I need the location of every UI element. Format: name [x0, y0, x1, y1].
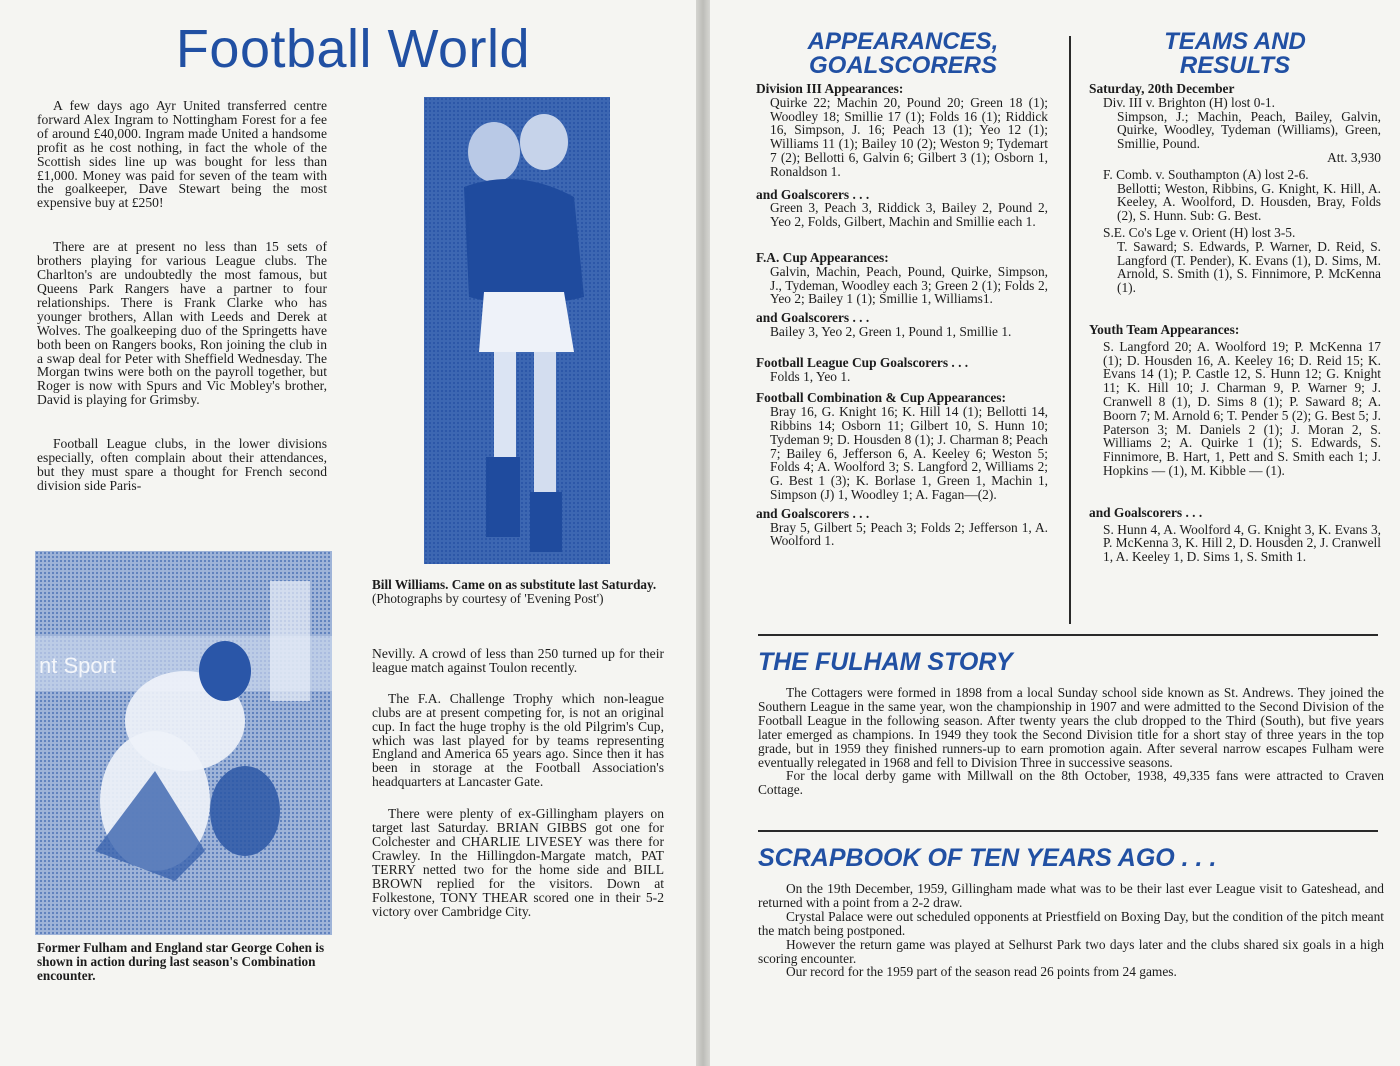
fulham-story-text [758, 686, 1384, 797]
fulham-heading: THE FULHAM STORY [758, 648, 1013, 676]
match-line: Div. III v. Brighton (H) lost 0-1. [1103, 94, 1275, 110]
youth-goals-title: and Goalscorers . . . [1089, 504, 1203, 520]
scrapbook-heading: SCRAPBOOK OF TEN YEARS AGO . . . [758, 844, 1217, 872]
heading-line: APPEARANCES, [807, 28, 999, 55]
match-date: Saturday, 20th December [1089, 81, 1235, 96]
photo-caption-williams [372, 578, 664, 606]
paragraph: On the 19th December, 1959, Gillingham made what was to be their last ever League visit to Gateshead, and returned with a point from a 2-2 draw. [758, 881, 1384, 910]
left-page [0, 0, 696, 1066]
block-text: Quirke 22; Machin 20, Pound 20; Green 18 (1); Woodley 18; Smillie 17 (1); Folds 16 (1); Riddick 16, Simpson, J. 16; Peach 13 (1); Yeo 12 (1); Williams 11 (1); Bailey 10 (2); Weston 9; Tydemart 7 (2); Bellotti 6, Galvin 6; Gilbert 3 (1); Osborn 1, Ronaldson 1. [770, 94, 1048, 179]
block-title: Division III Appearances: [756, 81, 904, 96]
photo-bill-williams [424, 97, 610, 564]
match-lineup: T. Saward; S. Edwards, P. Warner, D. Reid, S. Langford (T. Pender), K. Evans (1), D. Sims, M. Arnold, S. Smith (1), S. Finnimore, P. McKenna (1). [1117, 238, 1381, 296]
page-title: Football World [175, 19, 531, 79]
caption-text: Former Fulham and England star George Cohen is shown in action during last season's Combination encounter. [37, 940, 325, 983]
scrapbook-text [758, 882, 1384, 979]
heading-line: GOALSCORERS [808, 52, 997, 79]
paragraph: Football League clubs, in the lower divisions especially, often complain about their attendances, but they must spare a thought for French second division side Paris- [37, 436, 327, 493]
photo-george-cohen [35, 551, 332, 935]
caption-credit: (Photographs by courtesy of 'Evening Post') [372, 591, 604, 606]
paragraph: For the local derby game with Millwall on the 8th October, 1938, 49,335 fans were attracted to Craven Cottage. [758, 768, 1384, 798]
block-title: and Goalscorers . . . [756, 310, 870, 326]
paragraph: The F.A. Challenge Trophy which non-league clubs are at present competing for, is not an original cup. In fact the huge trophy is the old Pilgrim's Cup, which was last played for by teams representing England and America 65 years ago. Since then it has been in storage at the Football Association's headquarters at Lancaster Gate. [372, 690, 664, 790]
block-text: Galvin, Machin, Peach, Pound, Quirke, Simpson, J., Tydeman, Woodley each 3; Green 2 (1); Folds 2, Yeo 2; Bailey 1 (1); Smillie 1, Williams1. [770, 263, 1048, 307]
block-text: Bailey 3, Yeo 2, Green 1, Pound 1, Smillie 1. [770, 323, 1012, 339]
block-text: Folds 1, Yeo 1. [770, 368, 851, 384]
paragraph: However the return game was played at Selhurst Park two days later and the clubs shared six goals in a high scoring encounter. [758, 936, 1384, 966]
block-title: and Goalscorers . . . [756, 505, 870, 521]
block-text: Bray 5, Gilbert 5; Peach 3; Folds 2; Jefferson 1, A. Woolford 1. [770, 519, 1048, 549]
photo-sign-text: nt Sport [39, 653, 117, 678]
column-divider [1069, 36, 1071, 624]
heading-line: RESULTS [1179, 52, 1291, 79]
right-column-text [372, 647, 664, 933]
paragraph: Our record for the 1959 part of the season read 26 points from 24 games. [786, 964, 1177, 980]
match-line: S.E. Co's Lge v. Orient (H) lost 3-5. [1103, 224, 1296, 240]
left-column-text [37, 99, 327, 508]
block-title: F.A. Cup Appearances: [756, 249, 889, 265]
youth-goals-text: S. Hunn 4, A. Woolford 4, G. Knight 3, K. Evans 3, P. McKenna 3, K. Hill 2, D. Housden 2, J. Cranwell 1, A. Keeley 1, D. Sims 1, S. Smith 1. [1103, 521, 1381, 565]
paragraph: Crystal Palace were out scheduled opponents at Priestfield on Boxing Day, but the condition of the pitch meant the match being postponed. [758, 908, 1384, 938]
paragraph: Nevilly. A crowd of less than 250 turned up for their league match against Toulon recently. [372, 646, 664, 675]
page-gutter [696, 0, 710, 1066]
caption-bold: Bill Williams. Came on as substitute last Saturday. [372, 577, 657, 592]
appearances-heading [758, 30, 1048, 78]
paragraph: There were plenty of ex-Gillingham players on target last Saturday. BRIAN GIBBS got one for Colchester and CHARLIE LIVESEY was there for Crawley. In the Hillingdon-Margate match, PAT TERRY netted two for the home side and BILL BROWN replied for the visitors. Down at Folkestone, TONY THEAR scored one in their 5-2 victory over Cambridge City. [372, 806, 664, 919]
block-text: Bray 16, G. Knight 16; K. Hill 14 (1); Bellotti 14, Ribbins 14; Osborn 11; Gilbert 10, S. Hunn 10; Tydeman 9; D. Housden 8 (1); J. Charman 8; Peach 7; Bailey 6, Jefferson 6, A. Keeley 6; Weston 5; Folds 4; A. Woolford 3; S. Langford 2, Williams 2; G. Best 1 (3); K. Borlase 1, Green 1, Machin 1, Simpson (J) 1, Woodley 1; A. Fagan—(2). [770, 404, 1048, 502]
section-divider [758, 830, 1378, 832]
paragraph: A few days ago Ayr United transferred centre forward Alex Ingram to Nottingham Forest for a fee of around £40,000. Ingram made United a handsome profit as he cost nothing, in fact the whole of the Scottish sides line up was bought for less than £1,000. Money was paid for seven of the team with the goalkeeper, Dave Stewart being the most expensive buy at £250! [37, 98, 327, 211]
teams-heading [1090, 30, 1380, 78]
youth-title: Youth Team Appearances: [1089, 321, 1240, 337]
match-lineup: Simpson, J.; Machin, Peach, Bailey, Galvin, Quirke, Woodley, Tydeman (Williams), Green, Smillie, Pound. [1117, 108, 1381, 152]
section-divider [758, 634, 1378, 636]
youth-text: S. Langford 20; A. Woolford 19; P. McKenna 17 (1); D. Housden 16, A. Keeley 16; D. Reid 15; K. Evans 14 (1); P. Castle 12, S. Hunn 12; G. Knight 11; K. Hill 10; J. Charman 9, P. Warner 9; J. Cranwell 8 (1), D. Sims 8 (1); P. Saward 8; A. Boorn 7; M. Arnold 6; T. Pender 5 (2); G. Best 5; J. Paterson 3; M. Daniels 2 (1); J. Moran 2, S. Williams 2; A. Quirke 1 (1); S. Edwards, S. Finnimore, B. Hart, 1, Pett and S. Smith each 1; J. Hopkins — (1), M. Kibble — (1). [1103, 338, 1381, 478]
teams-column [1089, 82, 1381, 564]
heading-line: TEAMS AND [1164, 28, 1306, 55]
block-text: Green 3, Peach 3, Riddick 3, Bailey 2, Pound 2, Yeo 2, Folds, Gilbert, Machin and Smillie each 1. [770, 200, 1048, 230]
paragraph: There are at present no less than 15 sets of brothers playing for various League clubs. The Charlton's are undoubtedly the most famous, but Queens Park Rangers have a partner to four relationships. There is Frank Clarke who has younger brothers, Allan with Leeds and Derek at Wolves. The goalkeeping duo of the Springetts have both been on Rangers books, Ron joining the club in a swap deal for Peter with Sheffield Wednesday. The Morgan twins were both on the payroll together, but Roger is now with Spurs and Vic Mobley's brother, David is playing for Grimsby. [37, 239, 327, 408]
photo-caption-cohen [37, 941, 333, 983]
block-title: and Goalscorers . . . [756, 186, 870, 202]
appearances-column [756, 82, 1048, 548]
block-title: Football League Cup Goalscorers . . . [756, 354, 969, 370]
block-title: Football Combination & Cup Appearances: [756, 390, 1006, 406]
match-attendance: Att. 3,930 [1327, 149, 1381, 165]
match-line: F. Comb. v. Southampton (A) lost 2-6. [1103, 166, 1309, 182]
paragraph: The Cottagers were formed in 1898 from a local Sunday school side known as St. Andrews. They joined the Southern League in the same year, won the championship in 1907 and were admitted to the Second Division of the Football League in the following season. After twenty years the club dropped to the Third (South), but five years later emerged as champions. In 1949 they took the Second Division title for a short stay of three years in the top grade, but in 1959 they finished runners-up to earn promotion again. After several narrow escapes Fulham were eventually relegated in 1968 and fell to Division Three in successive seasons. [758, 685, 1384, 770]
match-lineup: Bellotti; Weston, Ribbins, G. Knight, K. Hill, A. Keeley, A. Woolford, D. Housden, Bray, Folds (2), S. Hunn. Sub: G. Best. [1117, 180, 1381, 224]
